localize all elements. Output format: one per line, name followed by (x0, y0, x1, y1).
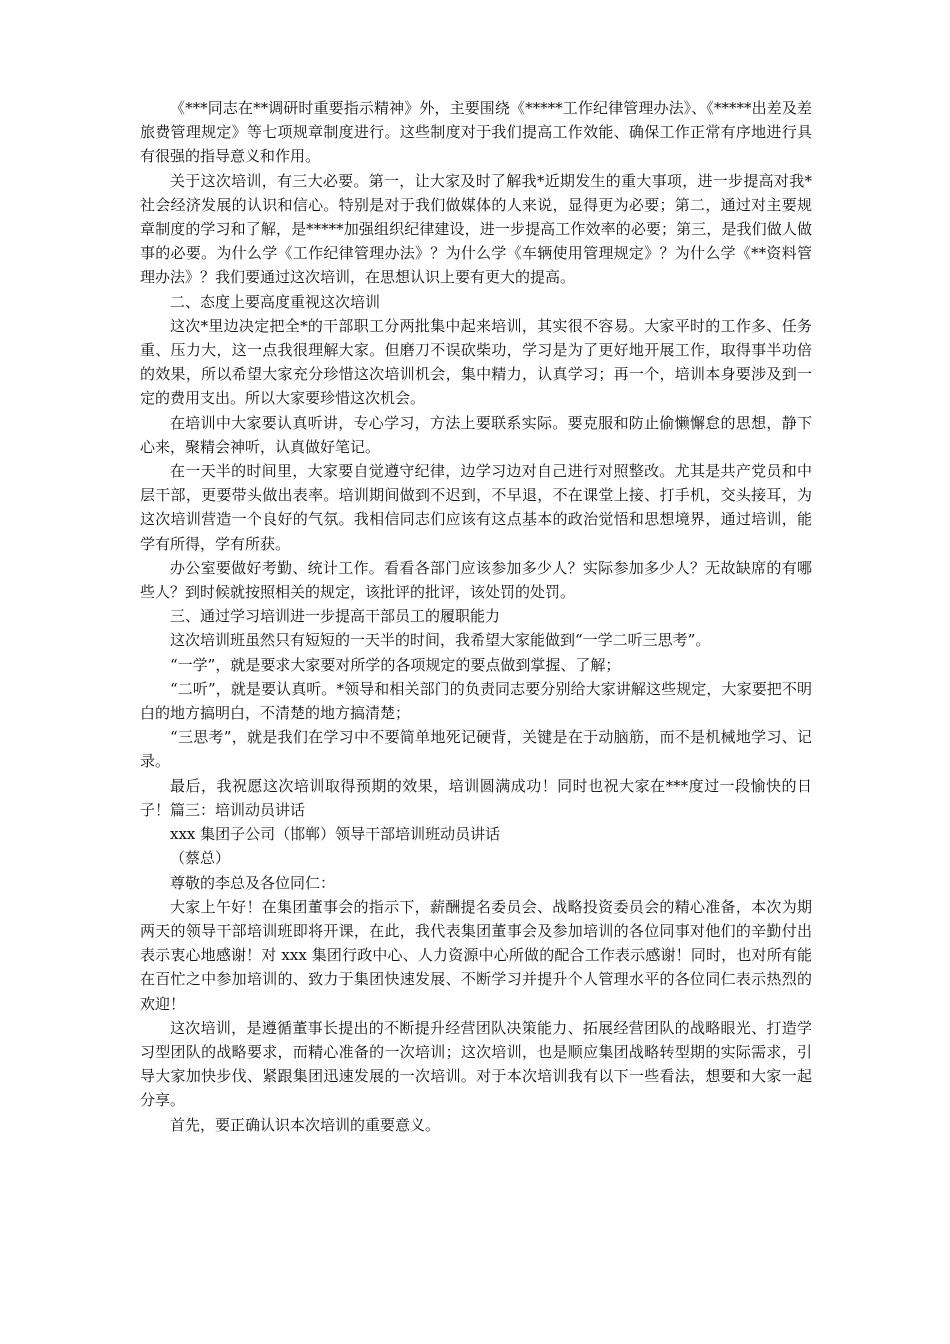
salutation: 尊敬的李总及各位同仁： (170, 873, 336, 892)
paragraph: 办公室要做好考勤、统计工作。看看各部门应该参加多少人？实际参加多少人？无故缺席的有哪些人？到时候就按照相关的规定，该批评的批评，该处罚的处罚。 (140, 558, 812, 602)
paragraph: 这次*里边决定把全*的干部职工分两批集中起来培训，其实很不容易。大家平时的工作多、任务重、压力大，这一点我很理解大家。但磨刀不误砍柴功，学习是为了更好地开展工作，取得事半功倍的效果，所以希望大家充分珍惜这次培训机会，集中精力，认真学习；再一个，培训本身要涉及到一定的费用支出。所以大家要珍惜这次机会。 (140, 316, 812, 408)
paragraph: 这次培训班虽然只有短短的一天半的时间，我希望大家能做到“一学二听三思考”。 (170, 631, 711, 650)
section-heading: 二、态度上要高度重视这次培训 (170, 292, 381, 311)
section-heading: 三、通过学习培训进一步提高干部员工的履职能力 (170, 607, 501, 626)
paragraph: 首先，要正确认识本次培训的重要意义。 (170, 1115, 441, 1134)
document-body (140, 96, 812, 1137)
paragraph: “二听”，就是要认真听。*领导和相关部门的负责同志要分别给大家讲解这些规定，大家要把不明白的地方搞明白，不清楚的地方搞清楚； (140, 679, 812, 723)
paragraph: “一学”，就是要求大家要对所学的各项规定的要点做到掌握、了解； (170, 655, 621, 674)
paragraph: 关于这次培训，有三大必要。第一，让大家及时了解我*近期发生的重大事项，进一步提高对我*社会经济发展的认识和信心。特别是对于我们做媒体的人来说，显得更为必要；第二，通过对主要规章制度的学习和了解，是*****加强组织纪律建设，进一步提高工作效率的必要；第三，是我们做人做事的必要。为什么学《工作纪律管理办法》？为什么学《车辆使用管理规定》？为什么学《**资料管理办法》？我们要通过这次培训，在思想认识上要有更大的提高。 (140, 171, 812, 287)
paragraph: “三思考”，就是我们在学习中不要简单地死记硬背，关键是在于动脑筋，而不是机械地学习、记录。 (140, 728, 812, 771)
speech-title: xxx 集团子公司（邯郸）领导干部培训班动员讲话 (170, 825, 501, 844)
paragraph: 最后，我祝愿这次培训取得预期的效果，培训圆满成功！同时也祝大家在***度过一段愉快的日子！篇三：培训动员讲话 (140, 776, 812, 819)
speaker-name: （蔡总） (170, 849, 231, 868)
paragraph: 《***同志在**调研时重要指示精神》外，主要围绕《*****工作纪律管理办法》、《*****出差及差旅费管理规定》等七项规章制度进行。这些制度对于我们提高工作效能、确保工作正常有序地进行具有很强的指导意义和作用。 (140, 99, 812, 166)
paragraph: 在培训中大家要认真听讲，专心学习，方法上要联系实际。要克服和防止偷懒懈怠的思想，静下心来，聚精会神听，认真做好笔记。 (140, 413, 812, 456)
paragraph: 在一天半的时间里，大家要自觉遵守纪律，边学习边对自己进行对照整改。尤其是共产党员和中层干部，更要带头做出表率。培训期间做到不迟到，不早退，不在课堂上接、打手机，交头接耳，为这次培训营造一个良好的气氛。我相信同志们应该有这点基本的政治觉悟和思想境界，通过培训，能学有所得，学有所获。 (140, 462, 812, 553)
paragraph: 这次培训，是遵循董事长提出的不断提升经营团队决策能力、拓展经营团队的战略眼光、打造学习型团队的战略要求，而精心准备的一次培训；这次培训，也是顺应集团战略转型期的实际需求，引导大家加快步伐、紧跟集团迅速发展的一次培训。对于本次培训我有以下一些看法，想要和大家一起分享。 (140, 1018, 812, 1110)
paragraph: 大家上午好！在集团董事会的指示下，薪酬提名委员会、战略投资委员会的精心准备，本次为期两天的领导干部培训班即将开课，在此，我代表集团董事会及参加培训的各位同事对他们的辛勤付出表示衷心地感谢！对 xxx 集团行政中心、人力资源中心所做的配合工作表示感谢！同时，也对所有能在百忙之中参加培训的、致力于集团快速发展、不断学习并提升个人管理水平的各位同仁表示热烈的欢迎！ (140, 897, 812, 1013)
